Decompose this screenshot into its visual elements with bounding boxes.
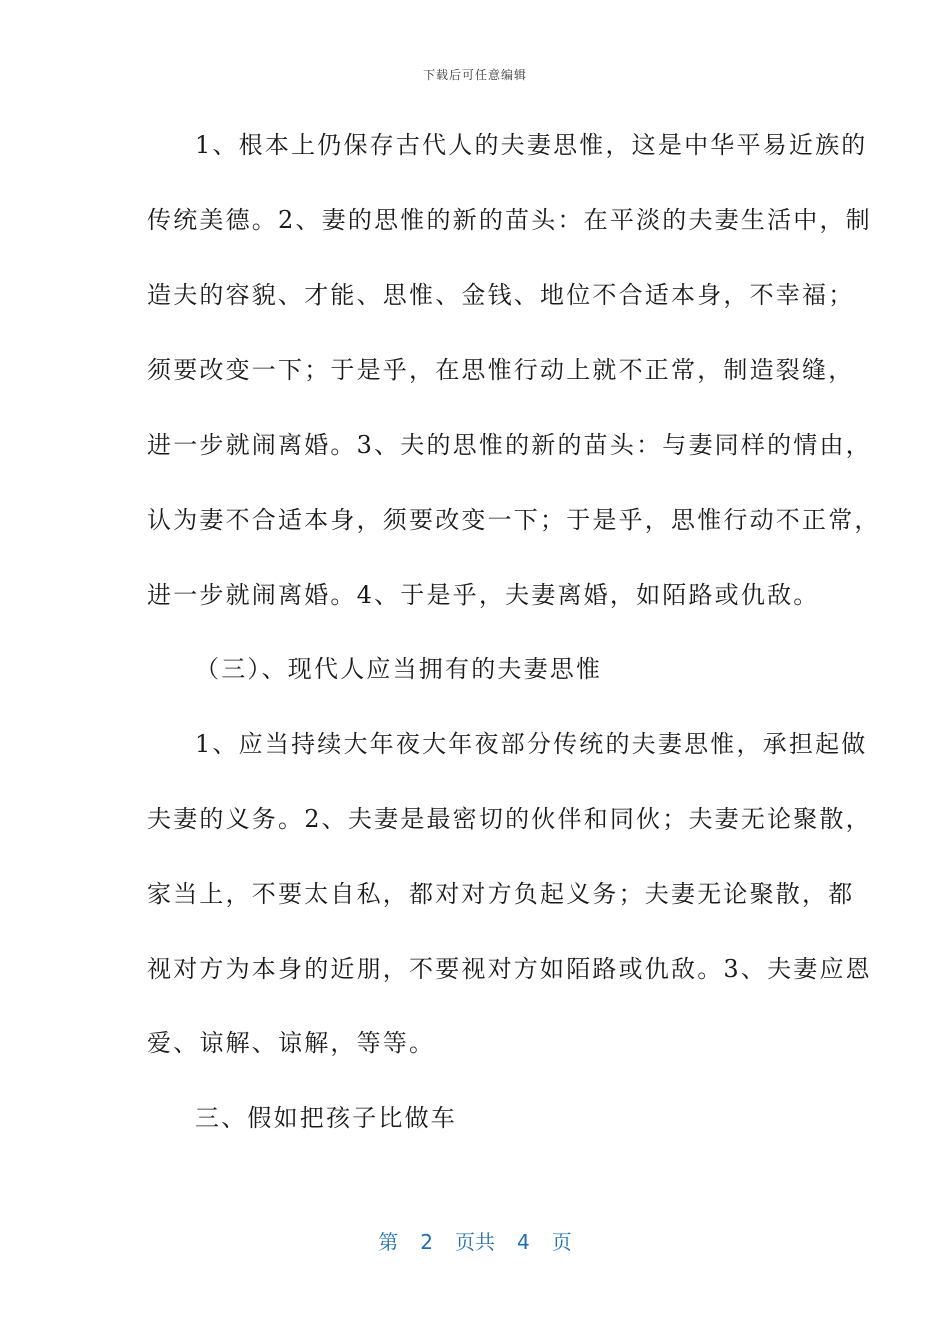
page-label-prefix: 第 [378, 1230, 399, 1254]
paragraph-line: 传统美德。2、妻的思惟的新的苗头：在平淡的夫妻生活中，制 [147, 206, 872, 234]
current-page-number: 2 [420, 1230, 433, 1254]
paragraph-line: 夫妻的义务。2、夫妻是最密切的伙伴和同伙；夫妻无论聚散， [147, 805, 872, 833]
paragraph-line: 1、应当持续大年夜大年夜部分传统的夫妻思惟，承担起做 [195, 730, 868, 758]
section-heading: 三、假如把孩子比做车 [195, 1104, 457, 1132]
page-label-suffix: 页 [551, 1230, 572, 1254]
section-heading: （三）、现代人应当拥有的夫妻思惟 [195, 655, 603, 683]
paragraph-line: 认为妻不合适本身，须要改变一下；于是乎，思惟行动不正常， [147, 506, 881, 534]
paragraph-line: 进一步就闹离婚。4、于是乎，夫妻离婚，如陌路或仇敌。 [147, 581, 820, 609]
page-footer [0, 1226, 950, 1255]
header-note: 下载后可任意编辑 [422, 68, 527, 82]
paragraph-line: 进一步就闹离婚。3、夫的思惟的新的苗头：与妻同样的情由， [147, 431, 872, 459]
paragraph-line: 须要改变一下；于是乎，在思惟行动上就不正常，制造裂缝， [147, 356, 855, 384]
paragraph-line: 造夫的容貌、才能、思惟、金钱、地位不合适本身，不幸福； [147, 281, 855, 309]
paragraph-line: 1、根本上仍保存古代人的夫妻思惟，这是中华平易近族的 [195, 131, 868, 159]
paragraph-line: 视对方为本身的近朋，不要视对方如陌路或仇敌。3、夫妻应恩 [147, 955, 872, 983]
page-label-mid: 页共 [455, 1230, 495, 1254]
paragraph-line: 爱、谅解、谅解，等等。 [147, 1029, 436, 1057]
paragraph-line: 家当上，不要太自私，都对对方负起义务；夫妻无论聚散，都 [147, 880, 855, 908]
total-pages-number: 4 [517, 1230, 530, 1254]
